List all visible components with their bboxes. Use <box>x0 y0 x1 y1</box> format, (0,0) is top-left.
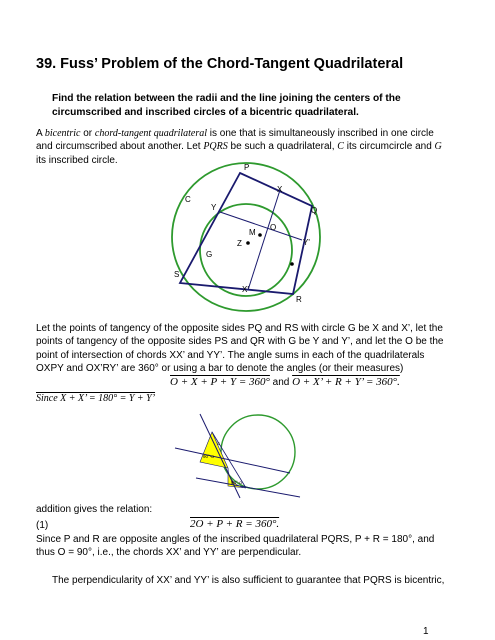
label-xprime: X' <box>242 285 249 294</box>
label-yprime: Y' <box>303 238 310 247</box>
label-r: R <box>296 295 302 304</box>
paragraph-perpendicularity: The perpendicularity of XX’ and YY’ is also sufficient to guarantee that PQRS is bicentric, <box>52 575 445 586</box>
paragraph-conclusion <box>36 533 466 560</box>
label-y: Y <box>211 203 217 212</box>
eq2: O + X’ + R + Y’ = 360°. <box>292 376 400 388</box>
paragraph-definition: A bicentric or chord-tangent quadrilateral is one that is simultaneously inscribed in one circle and circumscribed about another. Let PQRS be such a quadrilateral, C its circumcircle and G its inscribed circle. <box>36 128 442 166</box>
page-number: 1 <box>423 626 429 637</box>
paragraph-tangency <box>36 322 466 375</box>
figure-bicentric-quadrilateral <box>160 160 340 320</box>
tangent-line-1 <box>175 448 290 473</box>
eq1: O + X + P + Y = 360° <box>170 376 270 388</box>
addition-text: addition gives the relation: <box>36 504 153 515</box>
eq-and: and <box>272 377 290 388</box>
quadrilateral <box>180 173 312 294</box>
label-o: O <box>270 223 277 232</box>
label-z: Z <box>237 239 242 248</box>
para2-line3: point of intersection of chords XX’ and YY’. The angle sums in each of the quadrilaterals <box>36 349 425 361</box>
para3-line2: thus O = 90°, i.e., the chords XX’ and YY’ are perpendicular. <box>36 547 302 559</box>
page-title: 39. Fuss’ Problem of the Chord-Tangent Quadrilateral <box>36 56 404 72</box>
incircle <box>200 204 292 296</box>
label-q: Q <box>311 206 318 215</box>
label-g: G <box>206 250 213 259</box>
point-z <box>246 241 250 245</box>
label-c: C <box>185 195 191 204</box>
label-alpha: α <box>217 441 220 446</box>
problem-statement: Find the relation between the radii and the line joining the centers of the circumscribed and inscribed circles of a bicentric quadrilateral. <box>52 93 401 118</box>
para2-line4: OXPY and OX’RY’ are 360° or using a bar to denote the angles (or their measures) <box>36 362 404 374</box>
since-line: Since X + X’ = 180° = Y + Y’ <box>36 393 156 404</box>
point-m <box>258 233 262 237</box>
point-tangent <box>290 262 294 266</box>
tangent-circle <box>221 415 295 489</box>
equation-number: (1) <box>36 520 49 531</box>
figure-tangent-angles <box>140 412 320 502</box>
tangent-line-3 <box>196 478 300 497</box>
para2-line1: Let the points of tangency of the opposite sides PQ and RS with circle G be X and X’, let the <box>36 323 443 334</box>
para2-line2: points of tangency of the opposite sides PS and QR with G be Y and Y’, and let the O be the <box>36 336 444 348</box>
equation-opposite-angles: 2O + P + R = 360°. <box>190 518 280 530</box>
label-x: X <box>277 185 283 194</box>
label-angle-top: 90°-α <box>203 454 214 459</box>
para3-line1: Since P and R are opposite angles of the inscribed quadrilateral PQRS, P + R = 180°, and <box>36 534 435 545</box>
label-m: M <box>249 228 256 237</box>
equation-angle-sums <box>170 376 400 388</box>
label-p: P <box>244 163 250 172</box>
label-angle-bottom: 90°-α <box>231 480 242 485</box>
label-s: S <box>174 270 180 279</box>
